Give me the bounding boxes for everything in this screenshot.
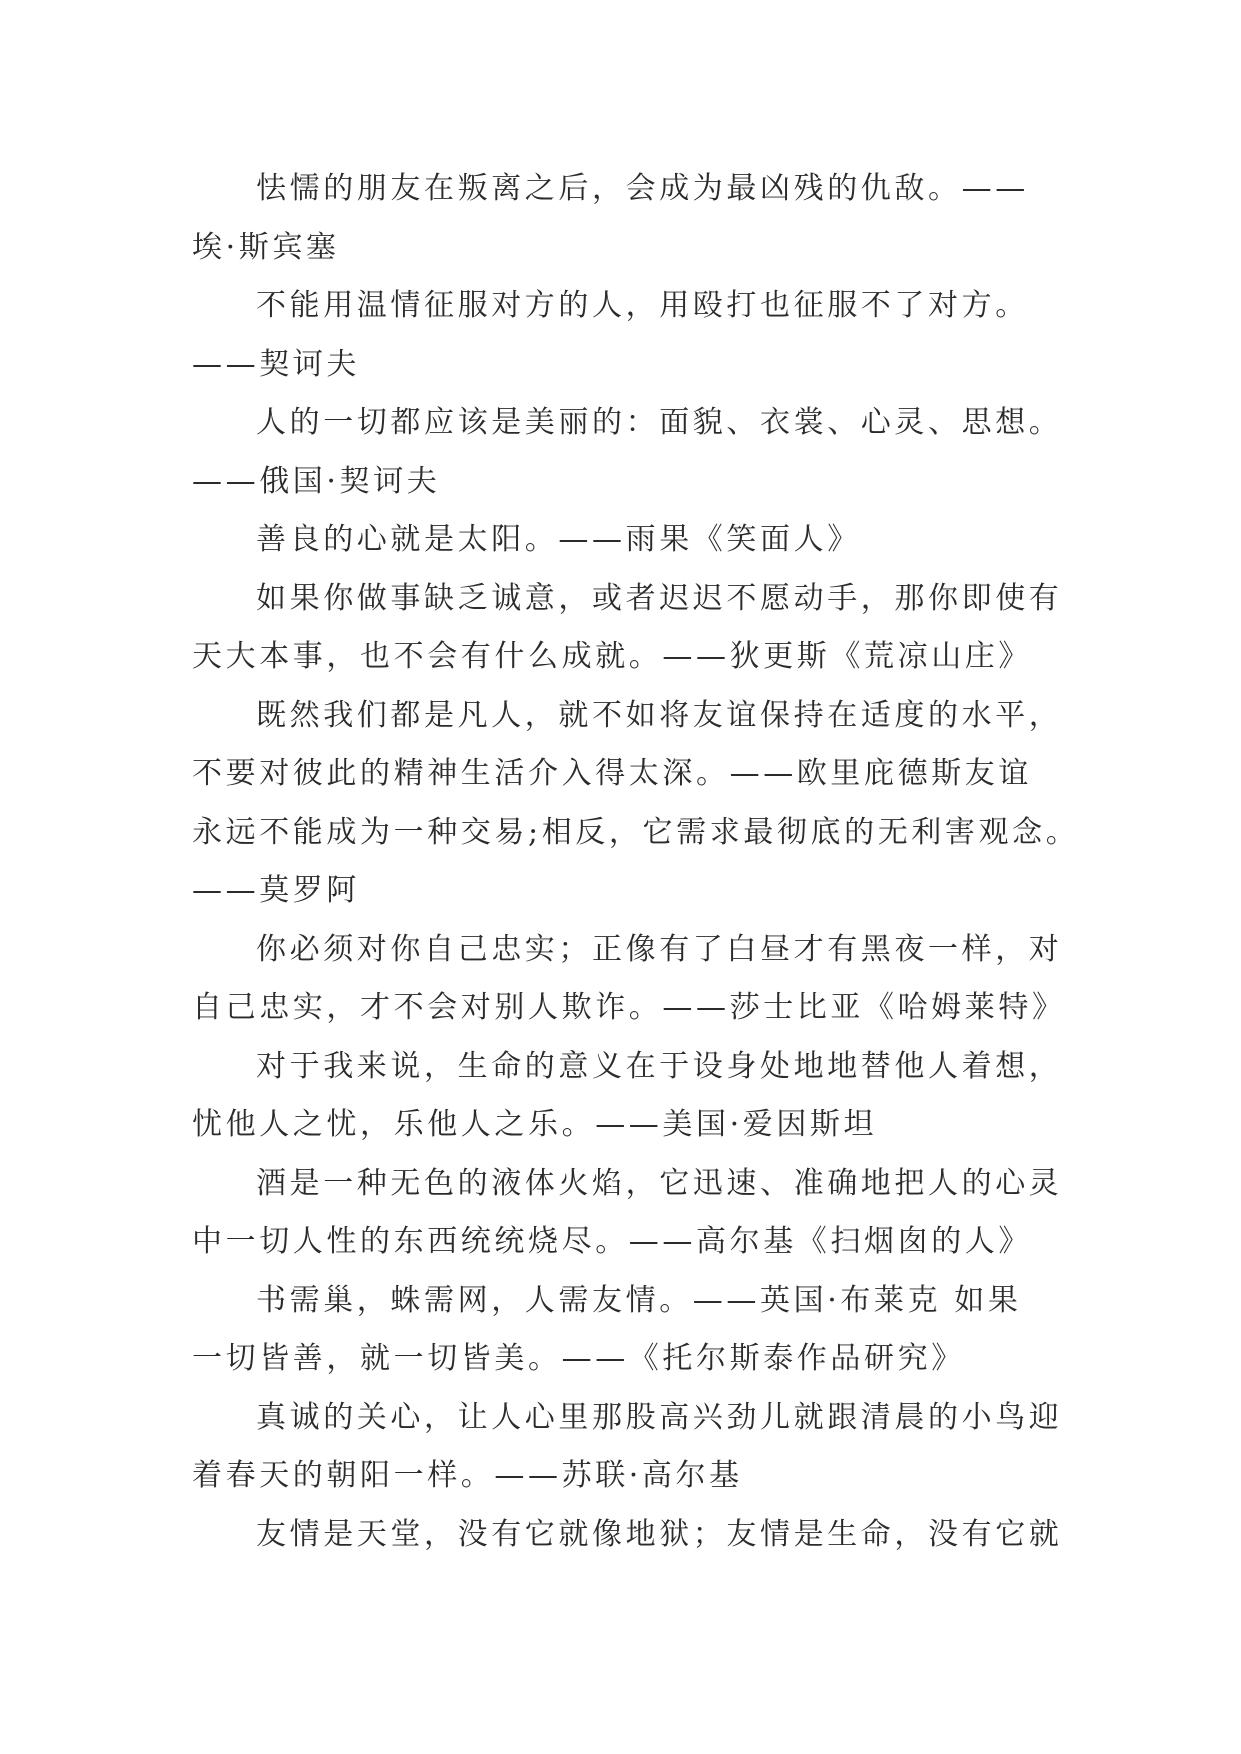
text-line: 真诚的关心，让人心里那股高兴劲儿就跟清晨的小鸟迎	[256, 1399, 1063, 1435]
text-line: ——俄国·契诃夫	[192, 463, 441, 499]
text-line: 埃·斯宾塞	[192, 229, 340, 265]
text-line: 永远不能成为一种交易;相反，它需求最彻底的无利害观念。	[192, 814, 1080, 850]
text-line: 天大本事，也不会有什么成就。——狄更斯《荒凉山庄》	[192, 639, 1032, 674]
text-line: 自己忠实，才不会对别人欺诈。——莎士比亚《哈姆莱特》	[192, 990, 1066, 1025]
text-line: 人的一切都应该是美丽的：面貌、衣裳、心灵、思想。	[256, 405, 1063, 440]
text-line: 善良的心就是太阳。——雨果《笑面人》	[256, 522, 861, 557]
text-line: ——契诃夫	[192, 346, 360, 382]
text-line: ——莫罗阿	[192, 873, 360, 908]
text-line: 着春天的朝阳一样。——苏联·高尔基	[192, 1458, 743, 1493]
text-line: 既然我们都是凡人，就不如将友谊保持在适度的水平，	[256, 697, 1063, 733]
text-line: 友情是天堂，没有它就像地狱；友情是生命，没有它就	[256, 1516, 1063, 1552]
text-line: 一切皆善，就一切皆美。——《托尔斯泰作品研究》	[192, 1341, 965, 1376]
text-line: 如果你做事缺乏诚意，或者迟迟不愿动手，那你即使有	[256, 580, 1063, 616]
text-line: 对于我来说，生命的意义在于设身处地地替他人着想，	[256, 1048, 1063, 1084]
text-line: 中一切人性的东西统统烧尽。——高尔基《扫烟囱的人》	[192, 1224, 1032, 1259]
text-line: 书需巢，蛛需网，人需友情。——英国·布莱克 如果	[256, 1282, 1022, 1318]
text-line: 你必须对你自己忠实；正像有了白昼才有黑夜一样，对	[256, 931, 1063, 967]
text-line: 不要对彼此的精神生活介入得太深。——欧里庇德斯友谊	[192, 756, 1032, 791]
text-line: 怯懦的朋友在叛离之后，会成为最凶残的仇敌。——	[256, 171, 1029, 206]
text-line: 酒是一种无色的液体火焰，它迅速、准确地把人的心灵	[256, 1165, 1063, 1201]
text-line: 不能用温情征服对方的人，用殴打也征服不了对方。	[256, 288, 1029, 323]
document-body	[192, 160, 1080, 1564]
text-line: 忧他人之忧，乐他人之乐。——美国·爱因斯坦	[192, 1107, 878, 1142]
